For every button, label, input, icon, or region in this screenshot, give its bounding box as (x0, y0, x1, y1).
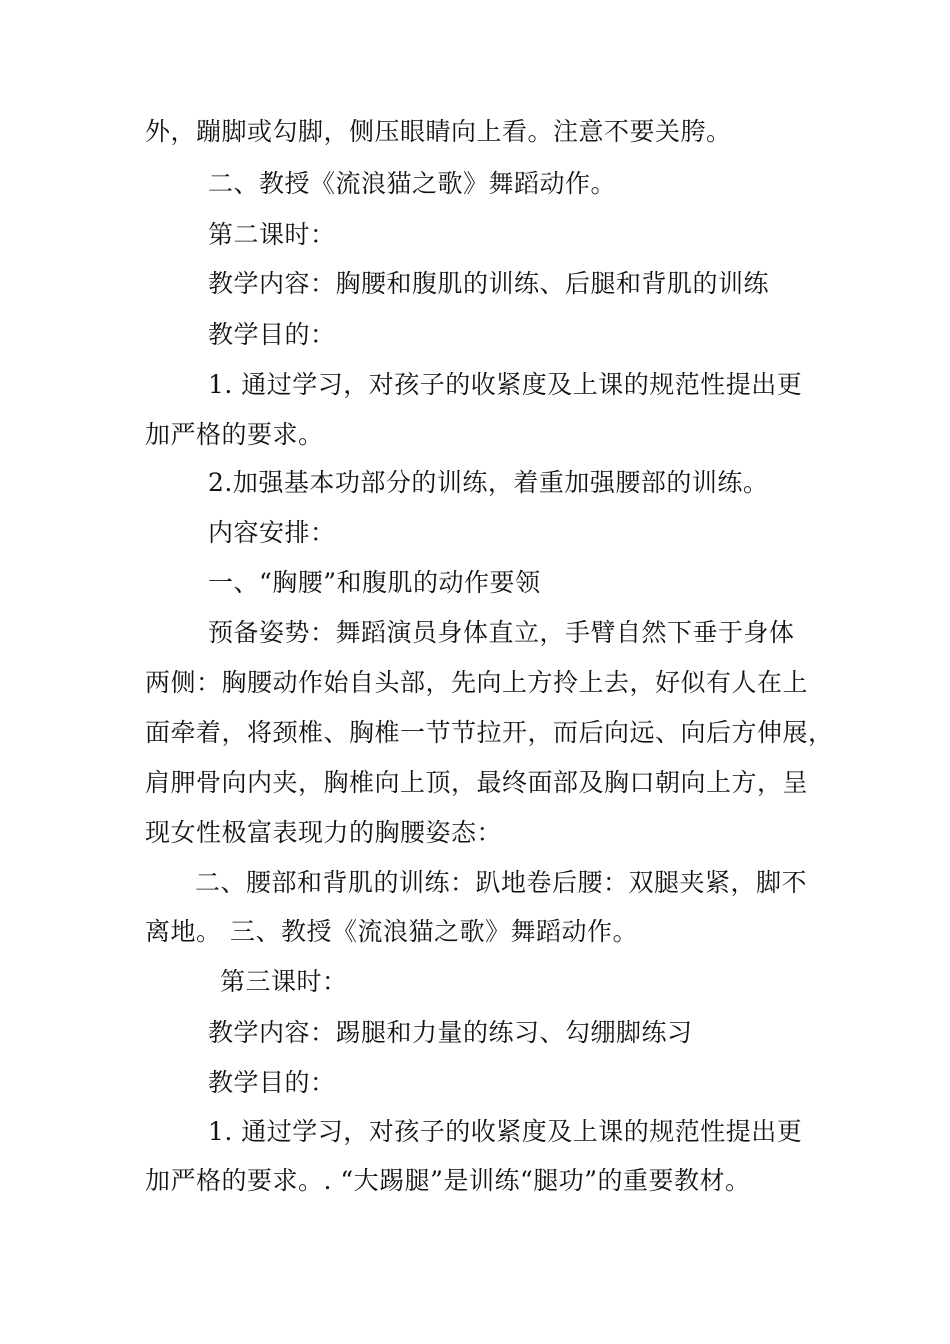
text-line-1: 外，蹦脚或勾脚，侧压眼睛向上看。注意不要关胯。 (145, 117, 732, 146)
teaching-goal-item-1: 1. 通过学习，对孩子的收紧度及上课的规范性提出更 (208, 370, 803, 399)
teaching-goal-item-3: 1. 通过学习，对孩子的收紧度及上课的规范性提出更 (208, 1117, 803, 1146)
text-line-11: 预备姿势：舞蹈演员身体直立，手臂自然下垂于身体 (208, 618, 795, 647)
content-arrangement-heading: 内容安排： (208, 518, 336, 547)
teaching-goal-item-2: 2.加强基本功部分的训练，着重加强腰部的训练。 (208, 468, 769, 497)
text-line-17: 离地。 三、教授《流浪猫之歌》舞蹈动作。 (145, 917, 638, 946)
teaching-goal-heading-2: 教学目的： (208, 320, 336, 349)
text-line-14: 肩胛骨向内夹，胸椎向上顶，最终面部及胸口朝向上方，呈 (145, 768, 809, 797)
section-heading-1: 一、“胸腰”和腹肌的动作要领 (208, 568, 541, 597)
text-line-12: 两侧：胸腰动作始自头部，先向上方拎上去，好似有人在上 (145, 668, 809, 697)
teaching-content-2: 教学内容：胸腰和腹肌的训练、后腿和背肌的训练 (208, 269, 770, 298)
text-line-15: 现女性极富表现力的胸腰姿态： (145, 818, 503, 847)
teaching-goal-heading-3: 教学目的： (208, 1068, 336, 1097)
text-line-22: 加严格的要求。. “大踢腿”是训练“腿功”的重要教材。 (145, 1166, 751, 1195)
section-heading-3: 二、腰部和背肌的训练：趴地卷后腰：双腿夹紧，脚不 (195, 868, 808, 897)
section-heading-2: 二、教授《流浪猫之歌》舞蹈动作。 (208, 169, 617, 198)
lesson-heading-3: 第三课时： (220, 967, 348, 996)
text-line-13: 面牵着，将颈椎、胸椎一节节拉开，而后向远、向后方伸展， (145, 718, 834, 747)
text-line-7: 加严格的要求。 (145, 420, 324, 449)
teaching-content-3: 教学内容：踢腿和力量的练习、勾绷脚练习 (208, 1018, 693, 1047)
lesson-heading-2: 第二课时： (208, 220, 336, 249)
